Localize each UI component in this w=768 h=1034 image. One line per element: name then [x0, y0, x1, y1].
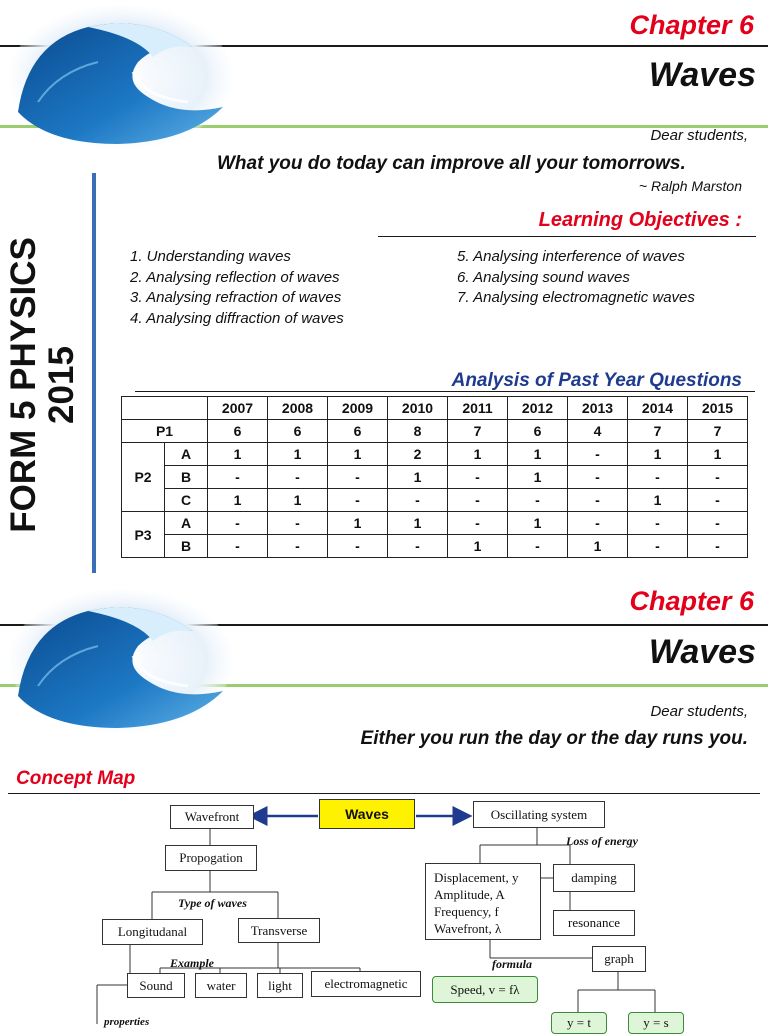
concept-map-heading: Concept Map — [16, 768, 136, 789]
part-label: B — [165, 466, 208, 489]
table-cell: - — [628, 535, 688, 558]
water-node: water — [195, 973, 247, 998]
year-cell: 2014 — [628, 397, 688, 420]
table-cell: 7 — [448, 420, 508, 443]
objective-item: 2. Analysing reflection of waves — [130, 268, 340, 286]
objective-item: 3. Analysing refraction of waves — [130, 289, 342, 306]
transverse-node: Transverse — [238, 918, 320, 943]
table-cell: 1 — [208, 489, 268, 512]
table-cell: - — [208, 512, 268, 535]
table-cell: - — [688, 512, 748, 535]
objective-item: 5. Analysing interference of waves — [457, 248, 685, 265]
table-cell: - — [328, 535, 388, 558]
table-cell: 1 — [268, 489, 328, 512]
table-cell: - — [688, 535, 748, 558]
table-cell: - — [448, 489, 508, 512]
quote: Either you run the day or the day runs you. — [360, 728, 748, 749]
table-cell: - — [688, 466, 748, 489]
table-cell: 1 — [628, 443, 688, 466]
table-cell: - — [568, 443, 628, 466]
oscillating-system-node: Oscillating system — [473, 801, 605, 828]
wavelength-label: Wavefront, λ — [434, 921, 502, 936]
table-cell: 1 — [388, 466, 448, 489]
table-cell: 4 — [568, 420, 628, 443]
year-cell: 2007 — [208, 397, 268, 420]
page-title: Waves — [648, 633, 756, 671]
table-cell: 1 — [268, 443, 328, 466]
table-cell: - — [568, 466, 628, 489]
table-cell: 7 — [688, 420, 748, 443]
resonance-node: resonance — [553, 910, 635, 936]
table-cell: - — [328, 489, 388, 512]
table-cell: 1 — [628, 489, 688, 512]
amplitude-label: Amplitude, A — [434, 887, 505, 902]
table-cell: 1 — [508, 466, 568, 489]
table-cell: 1 — [448, 443, 508, 466]
paper-label: P3 — [122, 512, 165, 558]
table-cell: 1 — [568, 535, 628, 558]
table-cell: 1 — [208, 443, 268, 466]
year-cell: 2012 — [508, 397, 568, 420]
damping-node: damping — [553, 864, 635, 892]
objective-item: 6. Analysing sound waves — [457, 268, 630, 286]
y-vs-t-graph-node: y = t — [551, 1012, 607, 1034]
formula-label: formula — [492, 957, 533, 971]
light-node: light — [257, 973, 303, 998]
properties-label: properties — [104, 1016, 150, 1028]
paper-label: P1 — [122, 420, 208, 443]
speed-formula-node: Speed, v = fλ — [432, 976, 538, 1003]
table-cell: 1 — [388, 512, 448, 535]
frequency-label: Frequency, f — [434, 904, 499, 919]
wavefront-node: Wavefront — [170, 805, 254, 829]
y-vs-s-graph-node: y = s — [628, 1012, 684, 1034]
propogation-node: Propogation — [165, 845, 257, 871]
part-label: C — [165, 489, 208, 512]
part-label: A — [165, 512, 208, 535]
table-cell: 1 — [448, 535, 508, 558]
objective-item: 7. Analysing electromagnetic waves — [457, 289, 695, 306]
table-cell: 1 — [508, 512, 568, 535]
paper-label: P2 — [122, 443, 165, 512]
table-cell: - — [628, 512, 688, 535]
part-label: B — [165, 535, 208, 558]
year-cell: 2011 — [448, 397, 508, 420]
table-cell: - — [448, 466, 508, 489]
part-label: A — [165, 443, 208, 466]
table-cell: 7 — [628, 420, 688, 443]
table-cell: - — [268, 535, 328, 558]
table-cell: - — [208, 466, 268, 489]
table-cell: 8 — [388, 420, 448, 443]
graph-node: graph — [592, 946, 646, 972]
learning-objectives-heading: Learning Objectives : — [538, 209, 742, 231]
quote: What you do today can improve all your tomorrows. — [217, 153, 686, 174]
table-cell: - — [688, 489, 748, 512]
table-cell: 1 — [328, 512, 388, 535]
table-cell: - — [508, 535, 568, 558]
table-cell: - — [208, 535, 268, 558]
loss-of-energy-label: Loss of energy — [566, 834, 638, 848]
table-cell: 2 — [388, 443, 448, 466]
year-cell: 2010 — [388, 397, 448, 420]
table-cell: - — [568, 489, 628, 512]
objective-item: 1. Understanding waves — [130, 248, 291, 265]
table-cell: - — [388, 535, 448, 558]
table-cell: - — [628, 466, 688, 489]
electromagnetic-node: electromagnetic — [311, 971, 421, 997]
table-cell: 6 — [268, 420, 328, 443]
table-cell: 6 — [208, 420, 268, 443]
year-cell: 2013 — [568, 397, 628, 420]
page-title: Waves — [648, 56, 756, 94]
waves-node: Waves — [319, 799, 415, 829]
sidebar-line-2: 2015 — [42, 346, 81, 424]
table-cell: - — [328, 466, 388, 489]
analysis-heading: Analysis of Past Year Questions — [451, 370, 742, 391]
year-cell: 2008 — [268, 397, 328, 420]
table-cell: 1 — [508, 443, 568, 466]
chapter-label: Chapter 6 — [629, 586, 754, 616]
objective-item: 4. Analysing diffraction of waves — [130, 309, 344, 327]
table-cell: 1 — [688, 443, 748, 466]
chapter-label: Chapter 6 — [629, 10, 754, 40]
sound-node: Sound — [127, 973, 185, 998]
sidebar-line-1: FORM 5 PHYSICS — [4, 237, 43, 533]
greeting: Dear students, — [650, 703, 748, 720]
year-cell: 2009 — [328, 397, 388, 420]
year-cell: 2015 — [688, 397, 748, 420]
quote-author: ~ Ralph Marston — [638, 178, 742, 194]
type-of-waves-label: Type of waves — [178, 896, 247, 910]
table-cell: 1 — [328, 443, 388, 466]
table-cell: - — [268, 466, 328, 489]
example-label: Example — [170, 956, 214, 970]
greeting: Dear students, — [650, 127, 748, 144]
table-cell: - — [388, 489, 448, 512]
table-cell: - — [508, 489, 568, 512]
wave-quantities-node — [425, 863, 541, 940]
table-cell: - — [568, 512, 628, 535]
table-cell: 6 — [508, 420, 568, 443]
table-cell: 6 — [328, 420, 388, 443]
displacement-label: Displacement, y — [434, 870, 519, 885]
table-cell: - — [268, 512, 328, 535]
table-cell: - — [448, 512, 508, 535]
longitudanal-node: Longitudanal — [102, 919, 203, 945]
